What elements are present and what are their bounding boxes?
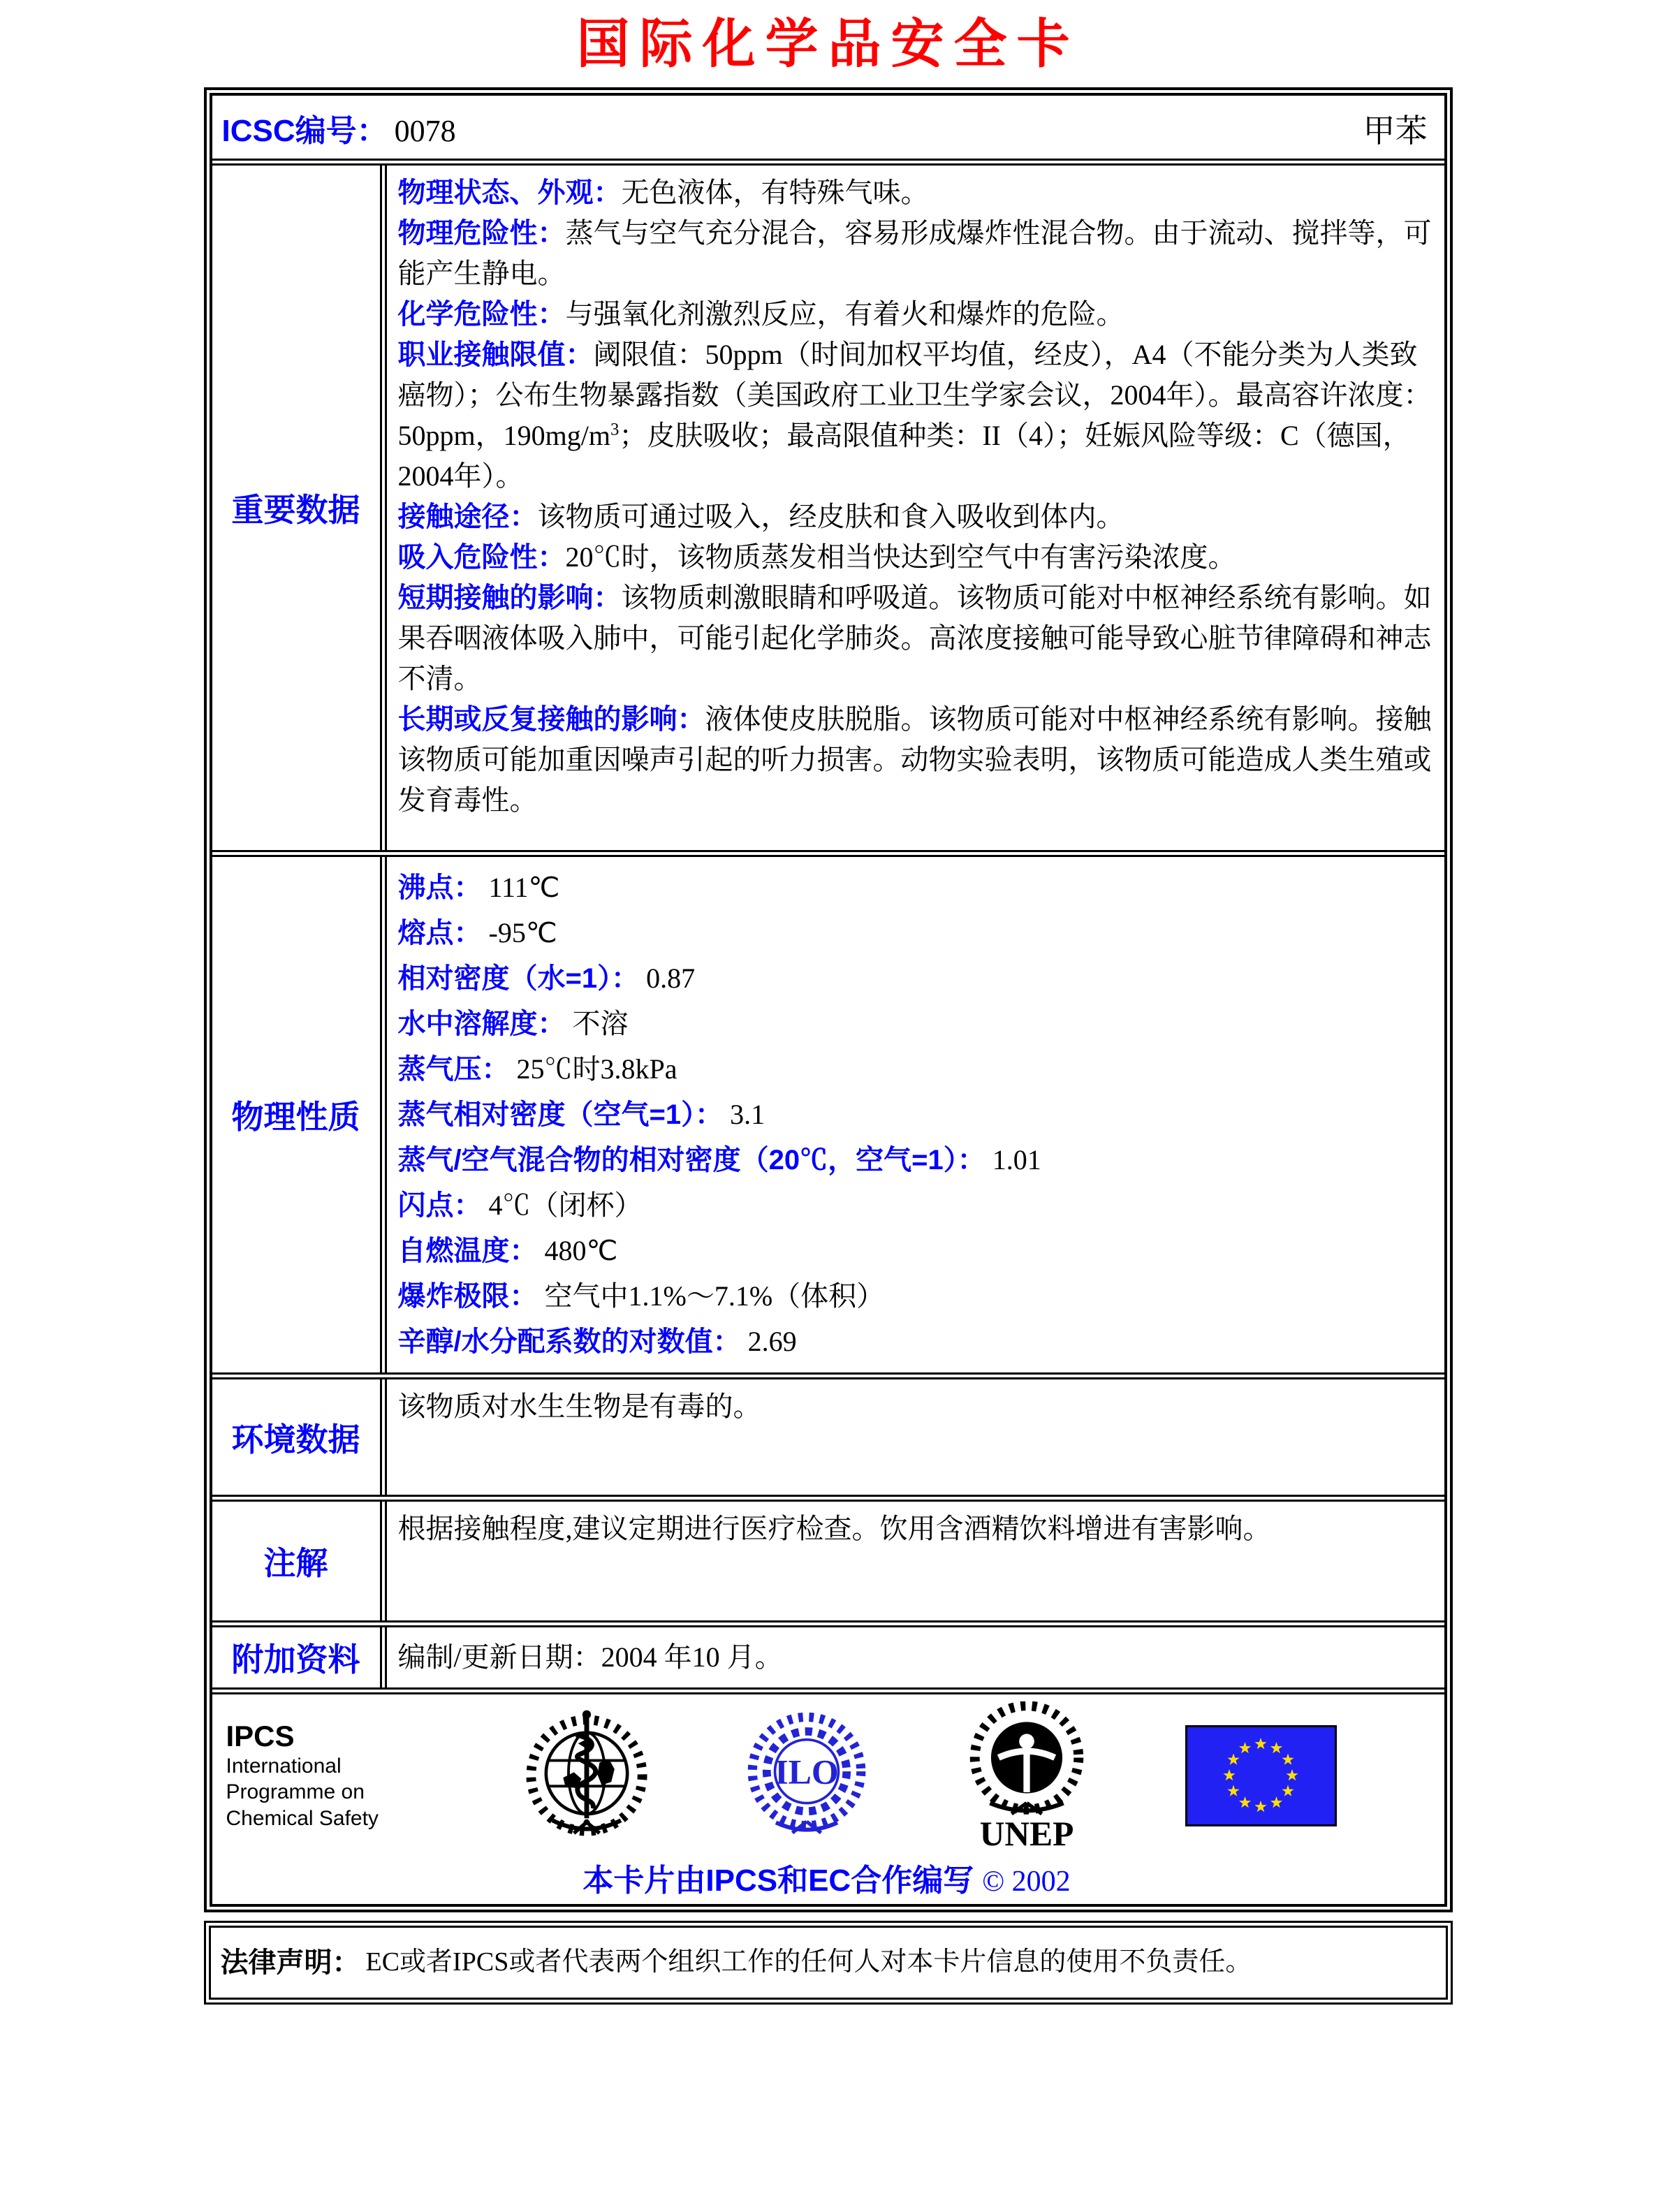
important-data-paragraph xyxy=(398,497,1433,537)
field-value: 480℃ xyxy=(537,1235,618,1266)
environmental-data-row xyxy=(212,1379,1444,1502)
important-data-row xyxy=(212,166,1444,857)
important-data-paragraph xyxy=(398,213,1433,294)
field-label: 短期接触的影响： xyxy=(397,583,622,613)
footer-caption-year: © 2002 xyxy=(982,1866,1071,1898)
important-data-text xyxy=(387,166,1444,850)
physical-property-row xyxy=(398,911,1433,955)
field-value: 0.87 xyxy=(639,962,696,994)
field-text: 蒸气与空气充分混合，容易形成爆炸性混合物。由于流动、搅拌等，可能产生静电。 xyxy=(397,217,1432,289)
field-label: 物理危险性： xyxy=(397,218,566,249)
field-label: 熔点： xyxy=(397,918,482,948)
field-text: 与强氧化剂激烈反应，有着火和爆炸的危险。 xyxy=(565,298,1124,330)
field-label: 职业接触限值： xyxy=(397,339,594,370)
important-data-paragraph xyxy=(398,173,1433,213)
ipcs-line: Programme on xyxy=(226,1780,365,1804)
field-label: 爆炸极限： xyxy=(397,1281,538,1312)
field-value: 3.1 xyxy=(723,1099,765,1130)
footer-logo-strip xyxy=(226,1701,1428,1850)
important-data-paragraph xyxy=(398,335,1433,497)
physical-property-row xyxy=(398,1002,1433,1046)
addendum-row-label: 附加资料 xyxy=(212,1627,387,1687)
physical-property-row xyxy=(398,866,1433,909)
important-data-paragraph xyxy=(398,537,1433,578)
physical-property-row xyxy=(398,1138,1433,1182)
page-title: 国际化学品安全卡 xyxy=(576,15,1080,74)
field-value: 111℃ xyxy=(481,872,560,903)
important-data-paragraph xyxy=(398,294,1433,335)
important-data-row-label: 重要数据 xyxy=(212,166,387,850)
header-row xyxy=(212,96,1444,166)
ilo-logo-icon xyxy=(745,1712,868,1839)
environmental-data-row-label: 环境数据 xyxy=(212,1379,387,1495)
footer-caption xyxy=(226,1855,1428,1900)
physical-property-row xyxy=(398,1184,1433,1227)
field-label: 蒸气压： xyxy=(397,1054,510,1085)
field-text: 液体使皮肤脱脂。该物质可能对中枢神经系统有影响。接触该物质可能加重因噪声引起的听力损害。动物实验表明，该物质可能造成人类生殖或发育毒性。 xyxy=(397,703,1432,816)
field-text: 20℃时，该物质蒸发相当快达到空气中有害污染浓度。 xyxy=(565,541,1236,573)
physical-properties-list xyxy=(387,857,1444,1372)
field-text: 无色液体，有特殊气味。 xyxy=(621,177,929,208)
notes-row-label: 注解 xyxy=(212,1502,387,1620)
field-label: 蒸气/空气混合物的相对密度（20℃，空气=1）： xyxy=(397,1145,985,1175)
chemical-name: 甲苯 xyxy=(1363,113,1428,149)
field-text: 该物质刺激眼睛和呼吸道。该物质可能对中枢神经系统有影响。如果吞咽液体吸入肺中，可能引起化学肺炎。高浓度接触可能导致心脏节律障碍和神志不清。 xyxy=(397,582,1432,694)
field-label: 辛醇/水分配系数的对数值： xyxy=(397,1326,741,1357)
field-value: -95℃ xyxy=(481,917,557,948)
icsc-card-table xyxy=(204,87,1453,1912)
field-label: 吸入危险性： xyxy=(397,542,566,573)
field-label: 化学危险性： xyxy=(397,299,566,330)
physical-properties-row xyxy=(212,857,1444,1379)
field-text: 3 xyxy=(610,420,620,439)
field-text: ；皮肤吸收；最高限值种类：II（4）；妊娠风险等级：C（德国，2004年）。 xyxy=(397,420,1411,492)
field-label: 相对密度（水=1）： xyxy=(397,963,640,994)
physical-properties-row-label: 物理性质 xyxy=(212,857,387,1372)
physical-property-row xyxy=(398,957,1433,1000)
physical-property-row xyxy=(398,1093,1433,1136)
field-value: 25℃时3.8kPa xyxy=(509,1053,677,1085)
physical-property-row xyxy=(398,1229,1433,1273)
notes-row xyxy=(212,1502,1444,1627)
addendum-text: 编制/更新日期：2004 年10 月。 xyxy=(397,1641,783,1673)
field-label: 闪点： xyxy=(397,1190,482,1221)
field-label: 蒸气相对密度（空气=1）： xyxy=(397,1099,724,1130)
ipcs-line: Chemical Safety xyxy=(226,1806,379,1830)
footer-caption-text: 本卡片由IPCS和EC合作编写 xyxy=(582,1863,974,1898)
legal-statement-label: 法律声明： xyxy=(220,1947,360,1978)
eu-flag-icon xyxy=(1185,1725,1337,1826)
ilo-logo-text: ILO xyxy=(775,1752,839,1792)
field-value: 空气中1.1%～7.1%（体积） xyxy=(537,1280,885,1312)
important-data-paragraph xyxy=(398,699,1433,821)
physical-property-row xyxy=(398,1275,1433,1318)
ipcs-line: International xyxy=(226,1754,342,1778)
field-value: 1.01 xyxy=(985,1144,1041,1175)
physical-property-row xyxy=(398,1320,1433,1363)
who-logo-icon xyxy=(522,1707,652,1844)
field-value: 2.69 xyxy=(740,1326,797,1357)
physical-property-row xyxy=(398,1048,1433,1091)
field-text: 该物质可通过吸入，经皮肤和食入吸收到体内。 xyxy=(537,501,1124,532)
footer-row xyxy=(212,1694,1444,1904)
unep-logo-text: UNEP xyxy=(979,1814,1074,1850)
field-label: 自燃温度： xyxy=(397,1236,538,1266)
addendum-row xyxy=(212,1627,1444,1694)
environmental-data-text: 该物质对水生生物是有毒的。 xyxy=(397,1391,761,1422)
field-label: 物理状态、外观： xyxy=(397,177,622,208)
field-label: 长期或反复接触的影响： xyxy=(397,704,705,735)
field-value: 不溶 xyxy=(565,1008,629,1039)
legal-statement-box xyxy=(204,1921,1453,2005)
legal-statement-text: EC或者IPCS或者代表两个组织工作的任何人对本卡片信息的使用不负责任。 xyxy=(365,1947,1252,1977)
important-data-paragraph xyxy=(398,578,1433,699)
icsc-number-group xyxy=(222,105,456,150)
icsc-number-value: 0078 xyxy=(394,114,456,148)
field-label: 接触途径： xyxy=(397,501,538,532)
ipcs-text-block xyxy=(226,1720,429,1832)
field-text: 阈限值：50ppm（时间加权平均值，经皮），A4（不能分类为人类致癌物）；公布生物暴露指数（美国政府工业卫生学家会议，2004年）。最高容许浓度：50ppm，190mg/m xyxy=(397,339,1432,451)
field-label: 水中溶解度： xyxy=(397,1009,566,1039)
notes-text: 根据接触程度,建议定期进行医疗检查。饮用含酒精饮料增进有害影响。 xyxy=(397,1513,1271,1544)
field-value: 4℃（闭杯） xyxy=(481,1189,643,1221)
field-label: 沸点： xyxy=(397,872,482,903)
icsc-number-label: ICSC编号： xyxy=(221,114,388,148)
unep-logo-icon xyxy=(962,1701,1092,1850)
ipcs-title: IPCS xyxy=(226,1719,295,1752)
